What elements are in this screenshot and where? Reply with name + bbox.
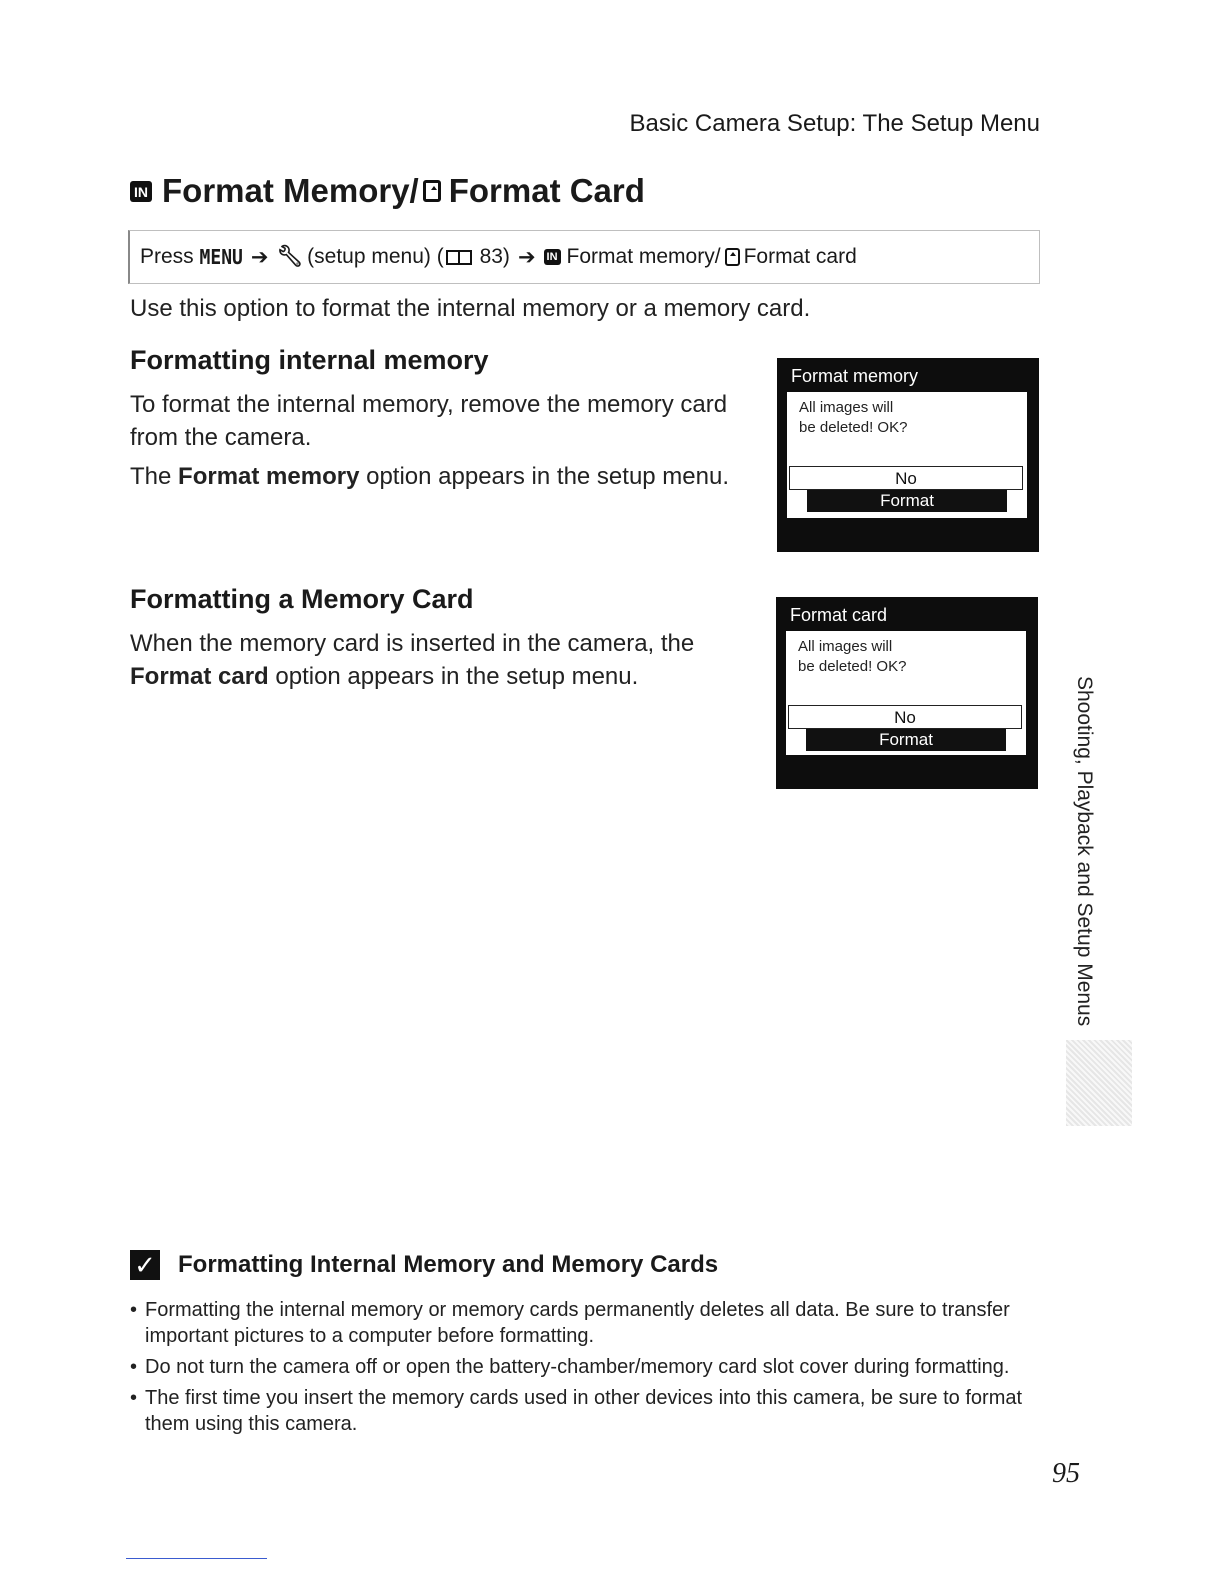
intro-text: Use this option to format the internal memory or a memory card.: [130, 295, 811, 322]
format-card-term: Format card: [130, 663, 269, 690]
menu-navigation-path: [128, 230, 1040, 284]
heading-internal-memory: Formatting internal memory: [130, 345, 489, 375]
list-item: • Formatting the internal memory or memory cards permanently deletes all data. Be sure to transfer important pictures to a computer before formatting.: [130, 1297, 1040, 1349]
menu-button-label: MENU: [199, 244, 243, 270]
option-format[interactable]: Format: [806, 729, 1006, 751]
memory-card-icon: [423, 180, 441, 202]
note-heading: [130, 1250, 718, 1280]
dialog-line1: All images will: [799, 399, 894, 416]
note-title: Formatting Internal Memory and Memory Cards: [178, 1251, 719, 1278]
nav-press: Press: [140, 245, 194, 268]
running-head: Basic Camera Setup: The Setup Menu: [629, 110, 1040, 137]
dialog-line1: All images will: [798, 638, 893, 655]
list-item: • Do not turn the camera off or open the battery-chamber/memory card slot cover during formatting.: [130, 1354, 1040, 1380]
arrow-right-icon: ➔: [250, 245, 269, 269]
note-list: [130, 1297, 1040, 1442]
heading-memory-card: Formatting a Memory Card: [130, 584, 474, 614]
dialog-message: [786, 631, 1026, 683]
page-title: [130, 172, 645, 210]
option-no[interactable]: No: [789, 466, 1023, 490]
memory-card-para: [130, 627, 750, 693]
nav-page-ref: 83): [479, 245, 510, 268]
option-no[interactable]: No: [788, 705, 1022, 729]
nav-format-card: Format card: [743, 245, 857, 268]
title-part-memory: Format Memory/: [162, 172, 419, 209]
caution-check-icon: ✓: [130, 1250, 160, 1280]
nav-setup-menu: (setup menu) (: [307, 245, 444, 268]
internal-memory-icon: IN: [544, 249, 561, 265]
wrench-icon: 🔧︎: [276, 245, 304, 268]
nav-format-memory: Format memory/: [566, 245, 721, 268]
card-para-text-end: option appears in the setup menu.: [268, 663, 639, 690]
format-memory-term: Format memory: [178, 463, 360, 490]
screen-title: Format memory: [791, 366, 919, 386]
list-item: • The first time you insert the memory cards used in other devices into this camera, be sure to format them using this camera.: [130, 1385, 1040, 1437]
option-format[interactable]: Format: [807, 490, 1007, 512]
dialog-message: [787, 392, 1027, 444]
format-memory-screen: [777, 358, 1039, 552]
title-part-card: Format Card: [448, 172, 645, 209]
para2-text-end: option appears in the setup menu.: [359, 463, 730, 490]
confirm-dialog: [787, 392, 1027, 518]
screen-title: Format card: [790, 605, 888, 625]
section-side-tab: Shooting, Playback and Setup Menus: [1073, 676, 1096, 1027]
para2-text: The: [130, 463, 179, 490]
confirm-dialog: [786, 631, 1026, 755]
internal-memory-icon: IN: [130, 181, 152, 202]
footer-rule: [126, 1558, 267, 1559]
page-reference-icon: [446, 250, 472, 265]
page-number: 95: [1052, 1458, 1080, 1489]
arrow-right-icon: ➔: [517, 245, 536, 269]
format-card-screen: [776, 597, 1038, 789]
dialog-line2: be deleted! OK?: [799, 419, 908, 436]
card-para-text: When the memory card is inserted in the camera, the: [130, 630, 695, 657]
internal-memory-para1: To format the internal memory, remove the memory card from the camera.: [130, 391, 728, 451]
side-tab-marker: [1066, 1040, 1132, 1126]
memory-card-icon: [725, 248, 740, 266]
dialog-line2: be deleted! OK?: [798, 658, 907, 675]
internal-memory-para2: [130, 460, 750, 493]
